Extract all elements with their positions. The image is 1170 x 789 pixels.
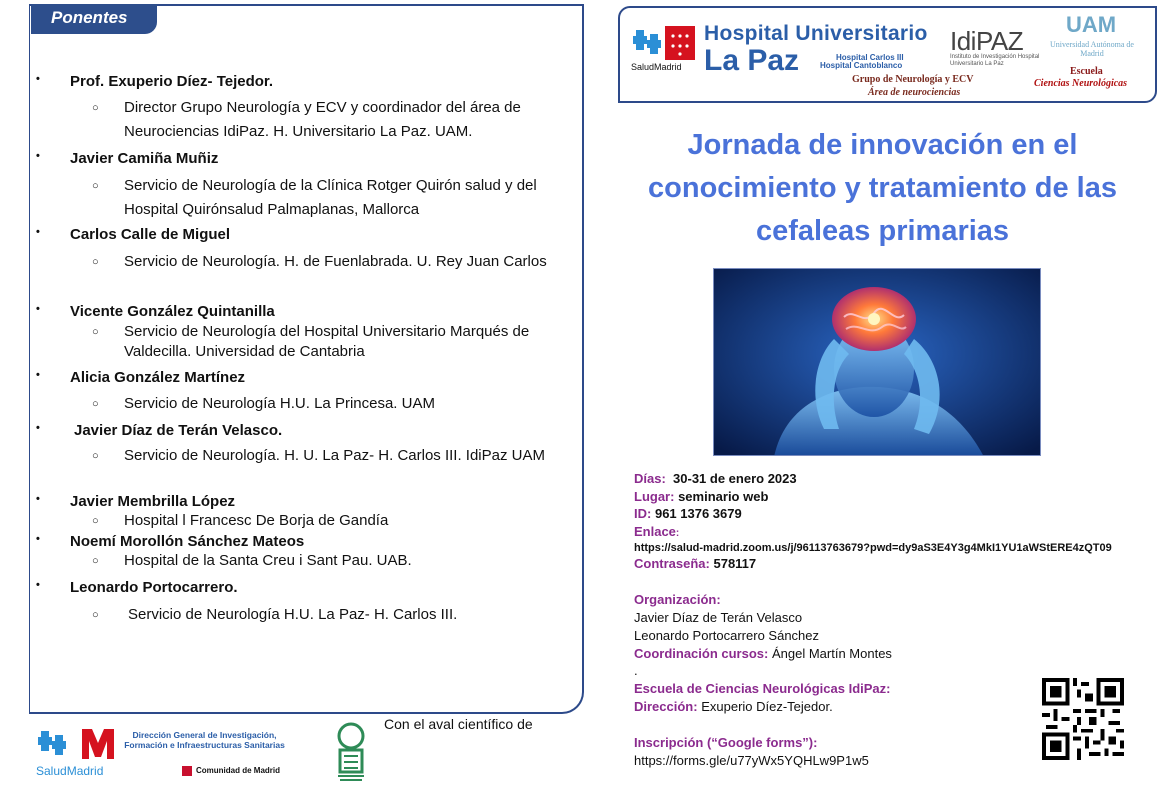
idipaz-subtext: Instituto de Investigación Hospital Universitario La Paz (950, 54, 1040, 67)
coordinacion-row: Coordinación cursos: Ángel Martín Montes (634, 646, 892, 661)
uam-logo: UAM (1066, 12, 1117, 37)
svg-text:SaludMadrid: SaludMadrid (36, 764, 104, 778)
password-row: Contraseña: 578117 (634, 556, 757, 571)
headache-brain-image (713, 268, 1041, 456)
aval-cientifico-text: Con el aval científico de (384, 716, 533, 732)
salud-madrid-logo (36, 727, 118, 779)
enlace-label: Enlace: (634, 524, 680, 539)
escuela-label: Escuela de Ciencias Neurológicas IdiPaz: (634, 681, 891, 696)
society-seal-logo (334, 722, 368, 784)
grupo-neurologia-text: Grupo de Neurología y ECV (852, 74, 974, 85)
zoom-link[interactable]: https://salud-madrid.zoom.us/j/96113763679?pwd=dy9aS3E4Y3g4MkI1YU1aWStERE4zQT09 (634, 542, 1112, 554)
speaker-name: Javier Díaz de Terán Velasco. (74, 422, 283, 439)
qr-code-icon[interactable] (1042, 678, 1124, 760)
comunidad-madrid-flag-icon (182, 766, 192, 776)
hospital-sub-carlos: Hospital Carlos III (836, 53, 904, 62)
hospital-name-line2: La Paz (704, 44, 800, 77)
speaker-detail: ○ Servicio de Neurología del Hospital Universitario Marqués de Valdecilla. Universidad de Cantabria (92, 323, 530, 360)
inscripcion-link[interactable]: https://forms.gle/u77yWx5YQHLw9P1w5 (634, 753, 869, 768)
organizacion-name-1: Javier Díaz de Terán Velasco (634, 610, 803, 625)
idipaz-logo: IdiPAZ (950, 26, 1024, 56)
area-neurociencias-text: Área de neurociencias (868, 87, 961, 98)
id-row: ID: 961 1376 3679 (634, 506, 742, 521)
speaker-name: Leonardo Portocarrero. (70, 579, 238, 596)
direccion-row: Dirección: Exuperio Díez-Tejedor. (634, 699, 833, 714)
speaker-detail: ○ Servicio de Neurología de la Clínica Rotger Quirón salud y del Hospital Quirónsalud Palmaplanas, Mallorca (92, 177, 537, 218)
comunidad-madrid-text: Comunidad de Madrid (196, 766, 280, 775)
speaker-detail: ○ Servicio de Neurología. H. de Fuenlabrada. U. Rey Juan Carlos (92, 253, 547, 270)
lugar-row: Lugar: seminario web (634, 489, 769, 504)
hospital-name-line1: Hospital Universitario (704, 22, 928, 45)
dg-investigacion-text: Dirección General de Investigación, Formación e Infraestructuras Sanitarias (124, 730, 285, 750)
speaker-name: Prof. Exuperio Díez- Tejedor. (70, 73, 274, 90)
speaker-detail: ○ Director Grupo Neurología y ECV y coordinador del área de Neurociencias IdiPaz. H. Universitario La Paz. UAM. (92, 99, 521, 140)
event-title: Jornada de innovación en el conocimiento y tratamiento de las cefaleas primarias (648, 129, 1117, 247)
ciencias-neurologicas-text: Ciencias Neurológicas (1034, 78, 1128, 89)
organizacion-name-2: Leonardo Portocarrero Sánchez (634, 628, 820, 643)
inscripcion-label: Inscripción (“Google forms”): (634, 735, 818, 750)
speaker-name: Noemí Morollón Sánchez Mateos (70, 533, 305, 550)
organizacion-label: Organización: (634, 592, 721, 607)
speaker-name: Javier Camiña Muñiz (70, 150, 219, 167)
dias-row: Días: 30-31 de enero 2023 (634, 471, 797, 486)
speaker-name: Carlos Calle de Miguel (70, 226, 231, 243)
uam-subtext: Universidad Autónoma de Madrid (1050, 40, 1134, 58)
salud-madrid-small-text: SaludMadrid (631, 62, 682, 72)
speaker-name: Alicia González Martínez (70, 369, 246, 386)
hospital-sub-cantoblanco: Hospital Cantoblanco (820, 61, 903, 70)
escuela-text: Escuela (1070, 66, 1103, 77)
speaker-detail: ○ Servicio de Neurología. H. U. La Paz- H. Carlos III. IdiPaz UAM (92, 447, 545, 464)
madrid-cross-logo (631, 24, 697, 64)
speakers-tab-label: Ponentes (31, 4, 157, 34)
speaker-name: Vicente González Quintanilla (70, 303, 275, 320)
speaker-name: Javier Membrilla López (70, 493, 236, 510)
separator-dot: . (634, 663, 638, 678)
